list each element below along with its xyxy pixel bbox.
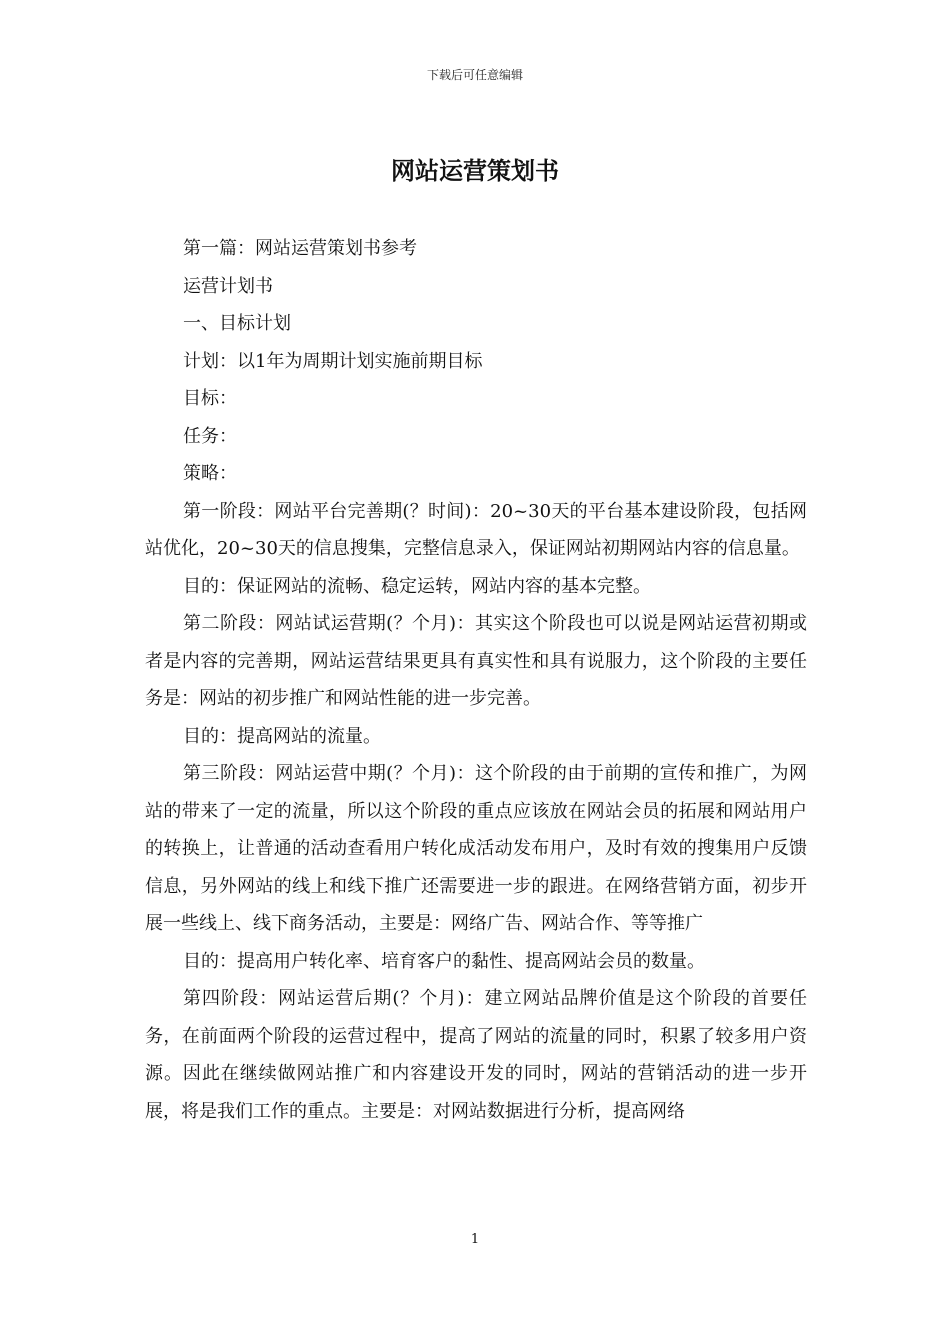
- page-header-note: 下载后可任意编辑: [426, 68, 523, 82]
- paragraph: 计划：以1年为周期计划实施前期目标: [183, 350, 483, 372]
- paragraph: 策略：: [183, 463, 237, 484]
- document-title: 网站运营策划书: [391, 156, 559, 185]
- document-body: [145, 230, 807, 1130]
- paragraph: 第三阶段：网站运营中期(？个月)：这个阶段的由于前期的宣传和推广，为网站的带来了一定的流量，所以这个阶段的重点应该放在网站会员的拓展和网站用户的转换上，让普通的活动查看用户转化成活动发布用户，及时有效的搜集用户反馈信息，另外网站的线上和线下推广还需要进一步的跟进。在网络营销方面，初步开展一些线上、线下商务活动，主要是：网络广告、网站合作、等等推广: [145, 763, 807, 934]
- paragraph: 目的：保证网站的流畅、稳定运转，网站内容的基本完整。: [183, 575, 651, 597]
- paragraph: 目标：: [183, 388, 237, 409]
- paragraph: 目的：提高网站的流量。: [183, 725, 381, 747]
- paragraph: 目的：提高用户转化率、培育客户的黏性、提高网站会员的数量。: [183, 950, 705, 972]
- section-heading: 一、目标计划: [183, 313, 291, 334]
- paragraph: 第一篇：网站运营策划书参考: [183, 238, 417, 259]
- paragraph: 第二阶段：网站试运营期(？个月)：其实这个阶段也可以说是网站运营初期或者是内容的完善期，网站运营结果更具有真实性和具有说服力，这个阶段的主要任务是：网站的初步推广和网站性能的进一步完善。: [145, 613, 807, 709]
- paragraph: 运营计划书: [183, 275, 273, 297]
- page-number: 1: [470, 1232, 480, 1247]
- paragraph: 任务：: [183, 425, 237, 447]
- paragraph: 第四阶段：网站运营后期(？个月)：建立网站品牌价值是这个阶段的首要任务，在前面两个阶段的运营过程中，提高了网站的流量的同时，积累了较多用户资源。因此在继续做网站推广和内容建设开发的同时，网站的营销活动的进一步开展，将是我们工作的重点。主要是：对网站数据进行分析，提高网络: [145, 988, 807, 1122]
- paragraph: 第一阶段：网站平台完善期(？时间)：20~30天的平台基本建设阶段，包括网站优化，20~30天的信息搜集，完整信息录入，保证网站初期网站内容的信息量。: [145, 500, 807, 559]
